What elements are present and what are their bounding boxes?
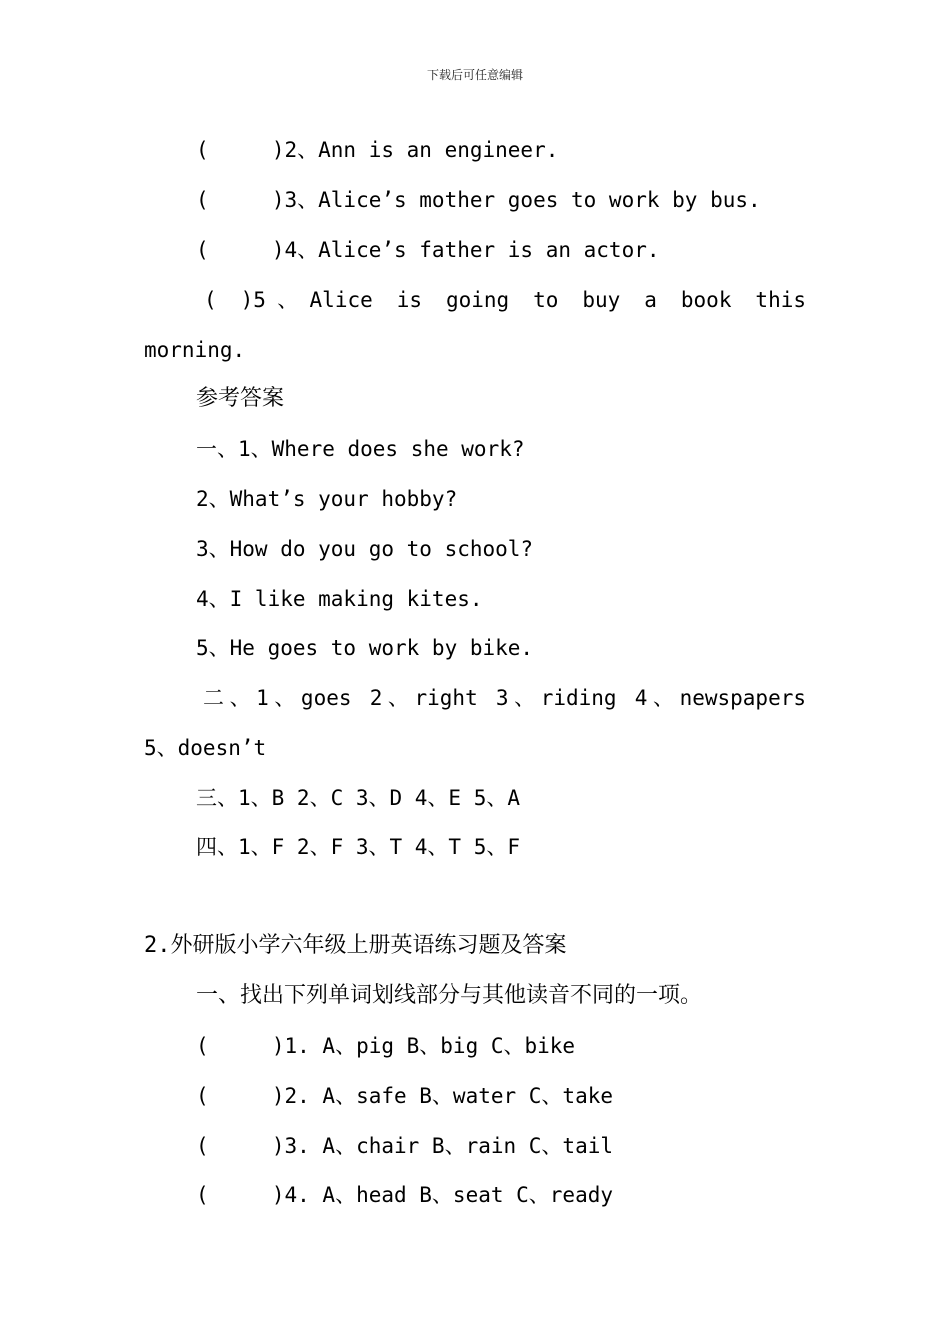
question-2: ( )2、Ann is an engineer. — [196, 138, 559, 162]
exercise-question-3: ( )3. A、chair B、rain C、tail — [196, 1134, 614, 1158]
answer-section1-item1: 一、1、Where does she work? — [196, 437, 525, 461]
question-5-line1: ( )5、Alice is going to buy a book this — [204, 288, 806, 312]
answer-section4: 四、1、F 2、F 3、T 4、T 5、F — [196, 835, 521, 859]
section-title: 2.外研版小学六年级上册英语练习题及答案 — [144, 933, 567, 958]
question-3: ( )3、Alice’s mother goes to work by bus. — [196, 188, 761, 212]
exercise-question-1: ( )1. A、pig B、big C、bike — [196, 1034, 576, 1058]
section-instruction: 一、找出下列单词划线部分与其他读音不同的一项。 — [196, 983, 703, 1008]
answer-section2-line1: 二、1、goes 2、right 3、riding 4、newspapers — [203, 686, 806, 710]
exercise-question-4: ( )4. A、head B、seat C、ready — [196, 1183, 614, 1207]
exercise-question-2: ( )2. A、safe B、water C、take — [196, 1084, 614, 1108]
question-5-line2: morning. — [144, 338, 246, 362]
answer-heading: 参考答案 — [196, 386, 285, 411]
answer-section1-item3: 3、How do you go to school? — [196, 537, 534, 561]
question-4: ( )4、Alice’s father is an actor. — [196, 238, 660, 262]
answer-section1-item5: 5、He goes to work by bike. — [196, 636, 534, 660]
answer-section3: 三、1、B 2、C 3、D 4、E 5、A — [196, 786, 521, 810]
answer-section2-line2: 5、doesn’t — [144, 736, 267, 760]
answer-section1-item4: 4、I like making kites. — [196, 587, 483, 611]
page-header: 下载后可任意编辑 — [426, 68, 523, 82]
answer-section1-item2: 2、What’s your hobby? — [196, 487, 458, 511]
